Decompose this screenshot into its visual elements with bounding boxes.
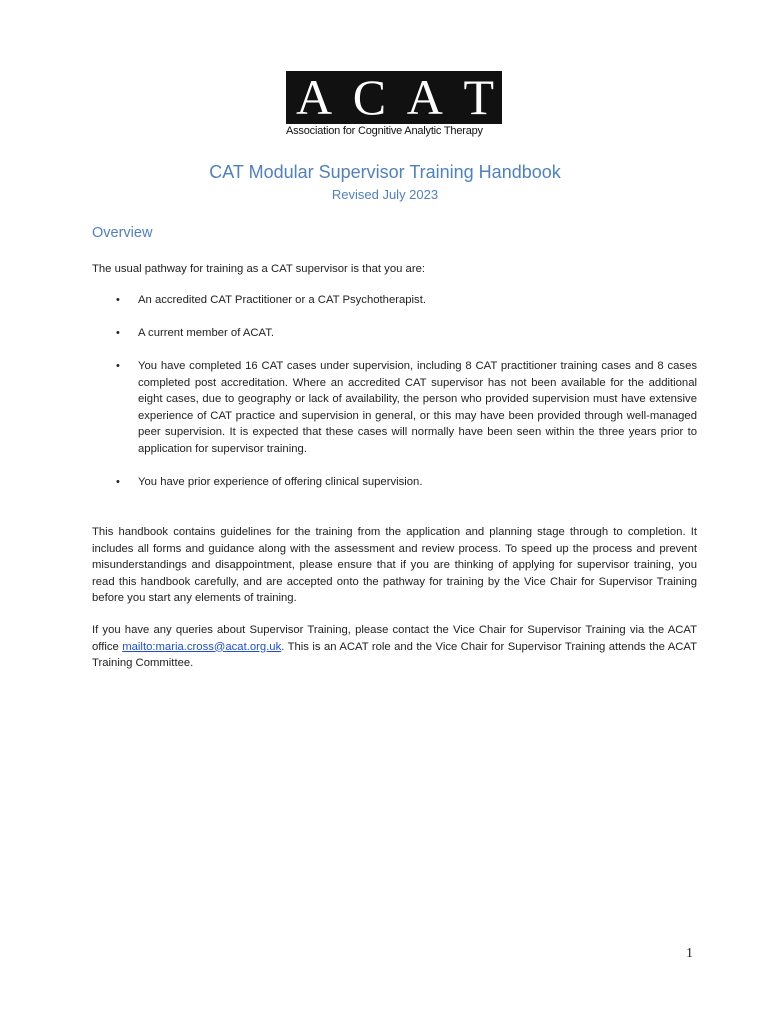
list-item-text: A current member of ACAT. (138, 327, 275, 339)
handbook-paragraph: This handbook contains guidelines for the training from the application and planning stage through to completion. It includes all forms and guidance along with the assessment and review process. To speed up the process and prevent misunderstandings and disappointment, please ensure that if you are thinking of applying for supervisor training, you read this handbook carefully, and are accepted onto the pathway for training by the Vice Chair for Supervisor Training before you start any elements of training. (92, 526, 697, 604)
acat-logo (286, 71, 502, 137)
logo-letter-t: T (463, 69, 494, 125)
email-link[interactable]: mailto:maria.cross@acat.org.uk (122, 640, 282, 653)
queries-text-before: If you have any queries about Supervisor Training, please contact the Vice Chair for Supervisor Training via the ACAT office (92, 624, 697, 653)
bullet-icon: • (116, 360, 120, 372)
logo-letter-a1: A (296, 69, 333, 125)
bullet-icon: • (116, 327, 120, 339)
logo-letter-c: C (352, 69, 387, 125)
bullet-icon: • (116, 294, 120, 306)
logo-letter-block (286, 71, 502, 124)
page-number: 1 (686, 946, 693, 961)
intro-paragraph: The usual pathway for training as a CAT supervisor is that you are: (92, 263, 426, 275)
list-item (92, 292, 697, 309)
list-item-text: You have prior experience of offering clinical supervision. (138, 475, 423, 488)
document-title: CAT Modular Supervisor Training Handbook (209, 162, 561, 182)
requirements-list (92, 292, 697, 507)
document-subtitle: Revised July 2023 (331, 187, 439, 202)
overview-heading: Overview (92, 225, 153, 241)
queries-text-after: . This is an ACAT role and the Vice Chair for Supervisor Training attends the ACAT Training Committee. (92, 640, 698, 669)
list-item (92, 325, 697, 342)
list-item-text: An accredited CAT Practitioner or a CAT Psychotherapist. (138, 294, 426, 306)
list-item-text: You have completed 16 CAT cases under supervision, including 8 CAT practitioner training cases and 8 cases completed post accreditation. Where an accredited CAT supervisor has not been available for the additional eight cases, due to geography or lack of availability, the person who provided supervision must have extensive experience of CAT practice and supervision in general, or this may have been provided through well-managed peer supervision. It is expected that these cases will normally have been seen within the three years prior to application for supervisor training. (138, 360, 697, 455)
bullet-icon: • (116, 475, 120, 488)
list-item (92, 358, 697, 457)
list-item (92, 474, 697, 491)
logo-letter-a2: A (406, 69, 443, 125)
queries-paragraph (92, 622, 697, 672)
logo-tagline: Association for Cognitive Analytic Therapy (286, 125, 483, 137)
